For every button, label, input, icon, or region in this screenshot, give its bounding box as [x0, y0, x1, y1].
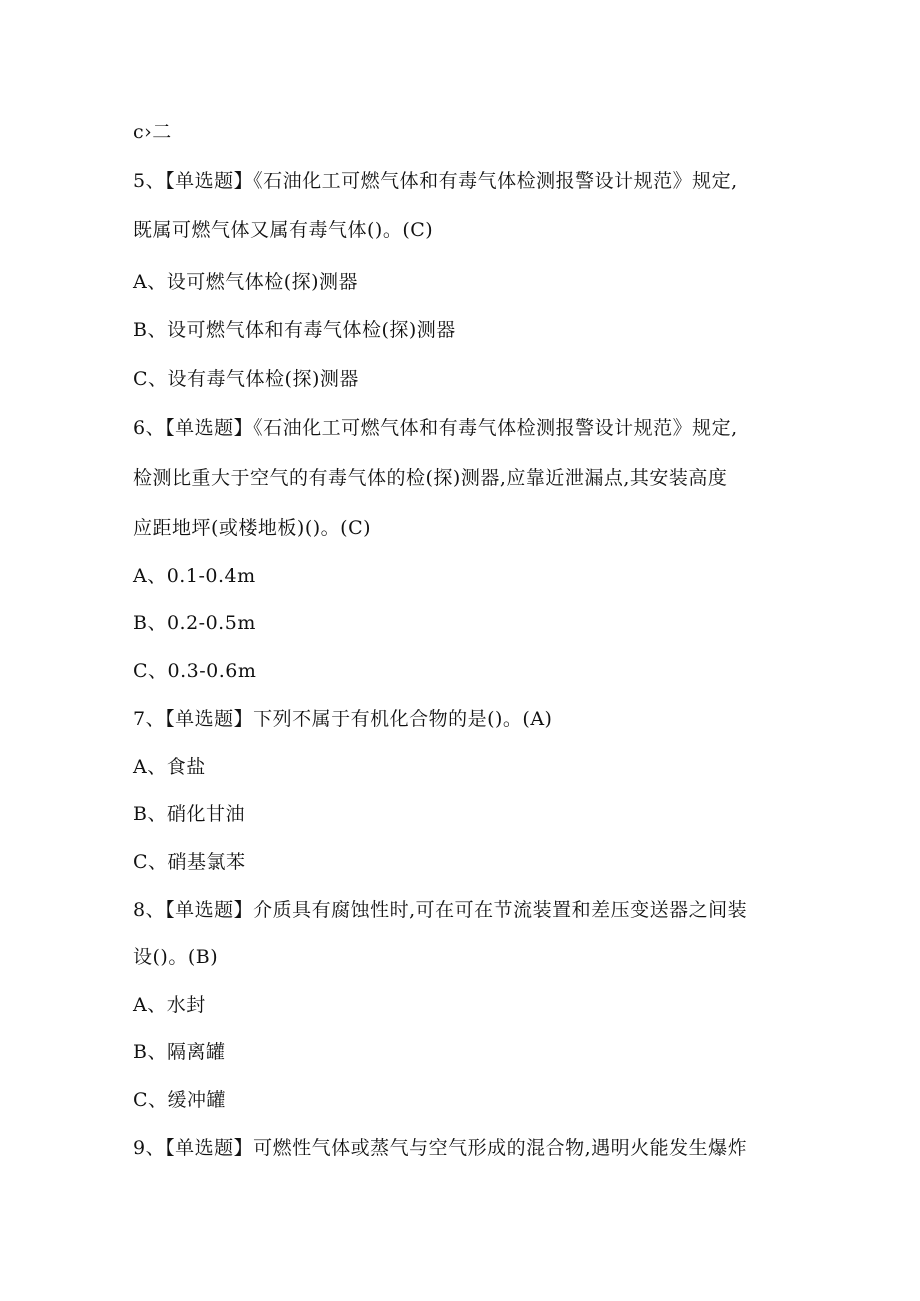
question-6-option-a: A、0.1-0.4m: [133, 565, 256, 587]
question-7-option-a: A、食盐: [133, 756, 206, 778]
question-5-option-a: A、设可燃气体检(探)测器: [133, 271, 359, 293]
question-5-stem-line-2: 既属可燃气体又属有毒气体()。(C): [133, 219, 434, 241]
question-7-stem: 7、【单选题】下列不属于有机化合物的是()。(A): [133, 708, 553, 730]
question-8-stem-line-1: 8、【单选题】介质具有腐蚀性时,可在可在节流装置和差压变送器之间装: [133, 899, 748, 921]
question-7-option-c: C、硝基氯苯: [133, 851, 246, 873]
question-5-option-b: B、设可燃气体和有毒气体检(探)测器: [133, 319, 456, 341]
question-6-stem-line-2: 检测比重大于空气的有毒气体的检(探)测器,应靠近泄漏点,其安装高度: [133, 467, 728, 489]
question-5-option-c: C、设有毒气体检(探)测器: [133, 368, 359, 390]
question-8-option-c: C、缓冲罐: [133, 1089, 227, 1111]
question-6-stem-line-1: 6、【单选题】《石油化工可燃气体和有毒气体检测报警设计规范》规定,: [133, 417, 738, 439]
question-7-option-b: B、硝化甘油: [133, 803, 245, 825]
question-5-stem-line-1: 5、【单选题】《石油化工可燃气体和有毒气体检测报警设计规范》规定,: [133, 170, 738, 192]
prev-option-c-fragment: c›二: [133, 121, 172, 143]
question-8-option-b: B、隔离罐: [133, 1041, 226, 1063]
question-6-stem-line-3: 应距地坪(或楼地板)()。(C): [133, 517, 372, 539]
question-8-stem-line-2: 设()。(B): [133, 946, 219, 968]
question-9-stem-line-1: 9、【单选题】可燃性气体或蒸气与空气形成的混合物,遇明火能发生爆炸: [133, 1137, 748, 1159]
question-8-option-a: A、水封: [133, 994, 206, 1016]
question-6-option-b: B、0.2-0.5m: [133, 612, 256, 634]
question-6-option-c: C、0.3-0.6m: [133, 660, 257, 682]
